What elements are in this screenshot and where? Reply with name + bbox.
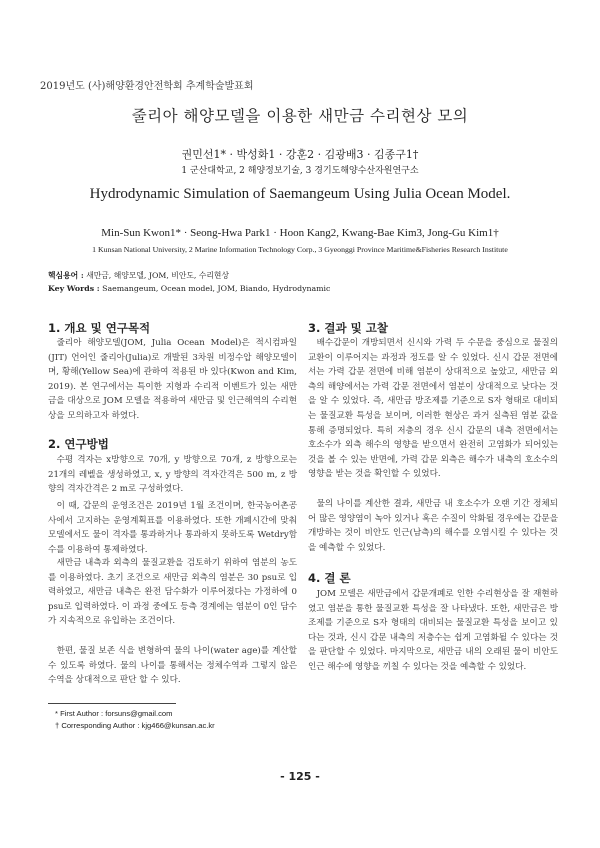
- section-heading-2: 2. 연구방법: [48, 437, 109, 451]
- conference-header: 2019년도 (사)해양환경안전학회 추계학술발표회: [40, 81, 254, 92]
- title-korean: 줄리아 해양모델을 이용한 새만금 수리현상 모의: [131, 107, 469, 125]
- keywords-english: [48, 284, 330, 293]
- footnote-corresponding-author: † Corresponding Author : kjg466@kunsan.ac.kr: [55, 721, 215, 730]
- section-heading-1: 1. 개요 및 연구목적: [48, 321, 151, 335]
- keywords-english-label: Key Words :: [48, 284, 100, 293]
- keywords-english-text: Saemangeum, Ocean model, JOM, Biando, Hydrodynamic: [99, 284, 331, 293]
- section-heading-3: 3. 결과 및 고찰: [308, 321, 388, 335]
- affiliations-korean: 1 군산대학교, 2 해양정보기술, 3 경기도해양수산자원연구소: [181, 166, 419, 176]
- authors-english: Min-Sun Kwon1* · Seong-Hwa Park1 · Hoon Kang2, Kwang-Bae Kim3, Jong-Gu Kim1†: [101, 227, 499, 239]
- keywords-korean-text: 새만금, 해양모델, JOM, 비안도, 수리현상: [83, 271, 229, 280]
- title-english: Hydrodynamic Simulation of Saemangeum Using Julia Ocean Model.: [89, 186, 511, 202]
- affiliations-english: 1 Kunsan National University, 2 Marine Information Technology Corp., 3 Gyeonggi Province Maritime&Fisheries Research Institute: [92, 245, 508, 254]
- section-3-paragraph-2: 물의 나이를 계산한 결과, 새만금 내 호소수가 오랜 기간 정체되어 많은 영양염이 녹아 있거나 혹은 수질이 악화될 경우에는 갑문을 개방하는 것이 비안도 인근(남측)의 해수를 오염시킬 수 있다는 것을 예측할 수 있었다.: [308, 499, 558, 553]
- section-2-paragraph-1: 수평 격자는 x방향으로 70개, y 방향으로 70개, z 방향으로는 21개의 레벨을 생성하였고, x, y 방향의 격자간격은 500 m, z 방향의 격자간격은 2 m로 구성하였다.: [48, 455, 297, 495]
- page-number: - 125 -: [280, 770, 320, 783]
- footnote-first-author: * First Author : forsuns@gmail.com: [55, 709, 173, 718]
- footnote-divider: [48, 703, 176, 704]
- section-3-paragraph-1: 배수갑문이 개방되면서 신시와 가력 두 수문을 중심으로 물질의 교환이 이루어지는 과정과 정도를 알 수 있었다. 신시 갑문 전면에서는 가력 갑문 전면에 비해 염분이 상대적으로 높았고, 새만금 외측의 해양에서는 가력 갑문 전면에서 염분이 상대적으로 낮다는 것을 알 수 있었다. 즉, 새만금 방조제를 기준으로 S자 형태로 대비되는 물질교환 특성을 보이며, 이러한 현상은 과거 실측된 염분 값을 통해 증명되었다. 특히 저층의 경우 신시 갑문의 내측 전면에서는 호소수가 외측 해수의 영향을 받으면서 완전히 고염화가 되어있는 것을 볼 수 있는 반면에, 가력 갑문 외측은 해수가 내측의 호소수의 영향을 받는 것을 확인할 수 있었다.: [308, 338, 558, 480]
- keywords-korean-label: 핵심용어 :: [48, 271, 84, 280]
- section-2-paragraph-4: 한편, 물질 보존 식을 변형하여 물의 나이(water age)를 계산할 수 있도록 하였다. 물의 나이를 통해서는 정체수역과 그렇지 않은 수역을 상대적으로 판단 할 수 있다.: [48, 646, 297, 686]
- section-2-paragraph-2: 이 때, 갑문의 운영조건은 2019년 1월 조건이며, 한국농어촌공사에서 고지하는 운영계획표를 이용하였다. 또한 개폐시간에 맞춰 모델에서도 물이 격자를 통과하거나 통과하지 못하도록 Wetdry함수를 이용하여 통제하였다.: [48, 501, 297, 555]
- section-2-paragraph-3: 새만금 내측과 외측의 물질교환을 검토하기 위하여 염분의 농도를 이용하였다. 초기 조건으로 새만금 외측의 염분은 30 psu로 입력하였고, 새만금 내측은 완전 담수화가 이루어졌다는 가정하에 0 psu로 입력하였다. 이 과정 중에도 등측 경계에는 염분이 0인 담수가 지속적으로 유입하는 조건이다.: [48, 558, 297, 627]
- section-1-paragraph: 줄리아 해양모델(JOM, Julia Ocean Model)은 적시컴파일(JIT) 언어인 줄리아(Julia)로 개발된 3차원 비정수압 해양모델이며, 황해(Yellow Sea)에 관하여 적용된 바 있다(Kwon and Kim, 2019). 본 연구에서는 특이한 지형과 수리적 이벤트가 있는 새만금을 대상으로 JOM 모델을 적용하여 새만금 및 인근해역의 수리현상을 모의하고자 하였다.: [48, 338, 297, 421]
- section-4-paragraph: JOM 모델은 새만금에서 갑문개폐로 인한 수리현상을 잘 재현하였고 염분을 통한 물질교환 특성을 잘 나타냈다. 또한, 새만금은 방조제를 기준으로 S자 형태의 대비되는 물질교환 특성을 보이고 있다는 것과, 신시 갑문 내측의 저층수는 쉽게 고염화될 수 있다는 것을 판단할 수 있었다. 마지막으로, 새만금 내의 오래된 물이 비안도 인근 해수에 영향을 끼칠 수 있다는 것을 예측할 수 있었다.: [308, 589, 558, 672]
- section-heading-4: 4. 결 론: [308, 571, 351, 585]
- keywords-korean: [48, 270, 229, 281]
- authors-korean: 권민선1* · 박성화1 · 강훈2 · 김광배3 · 김종구1†: [181, 148, 419, 161]
